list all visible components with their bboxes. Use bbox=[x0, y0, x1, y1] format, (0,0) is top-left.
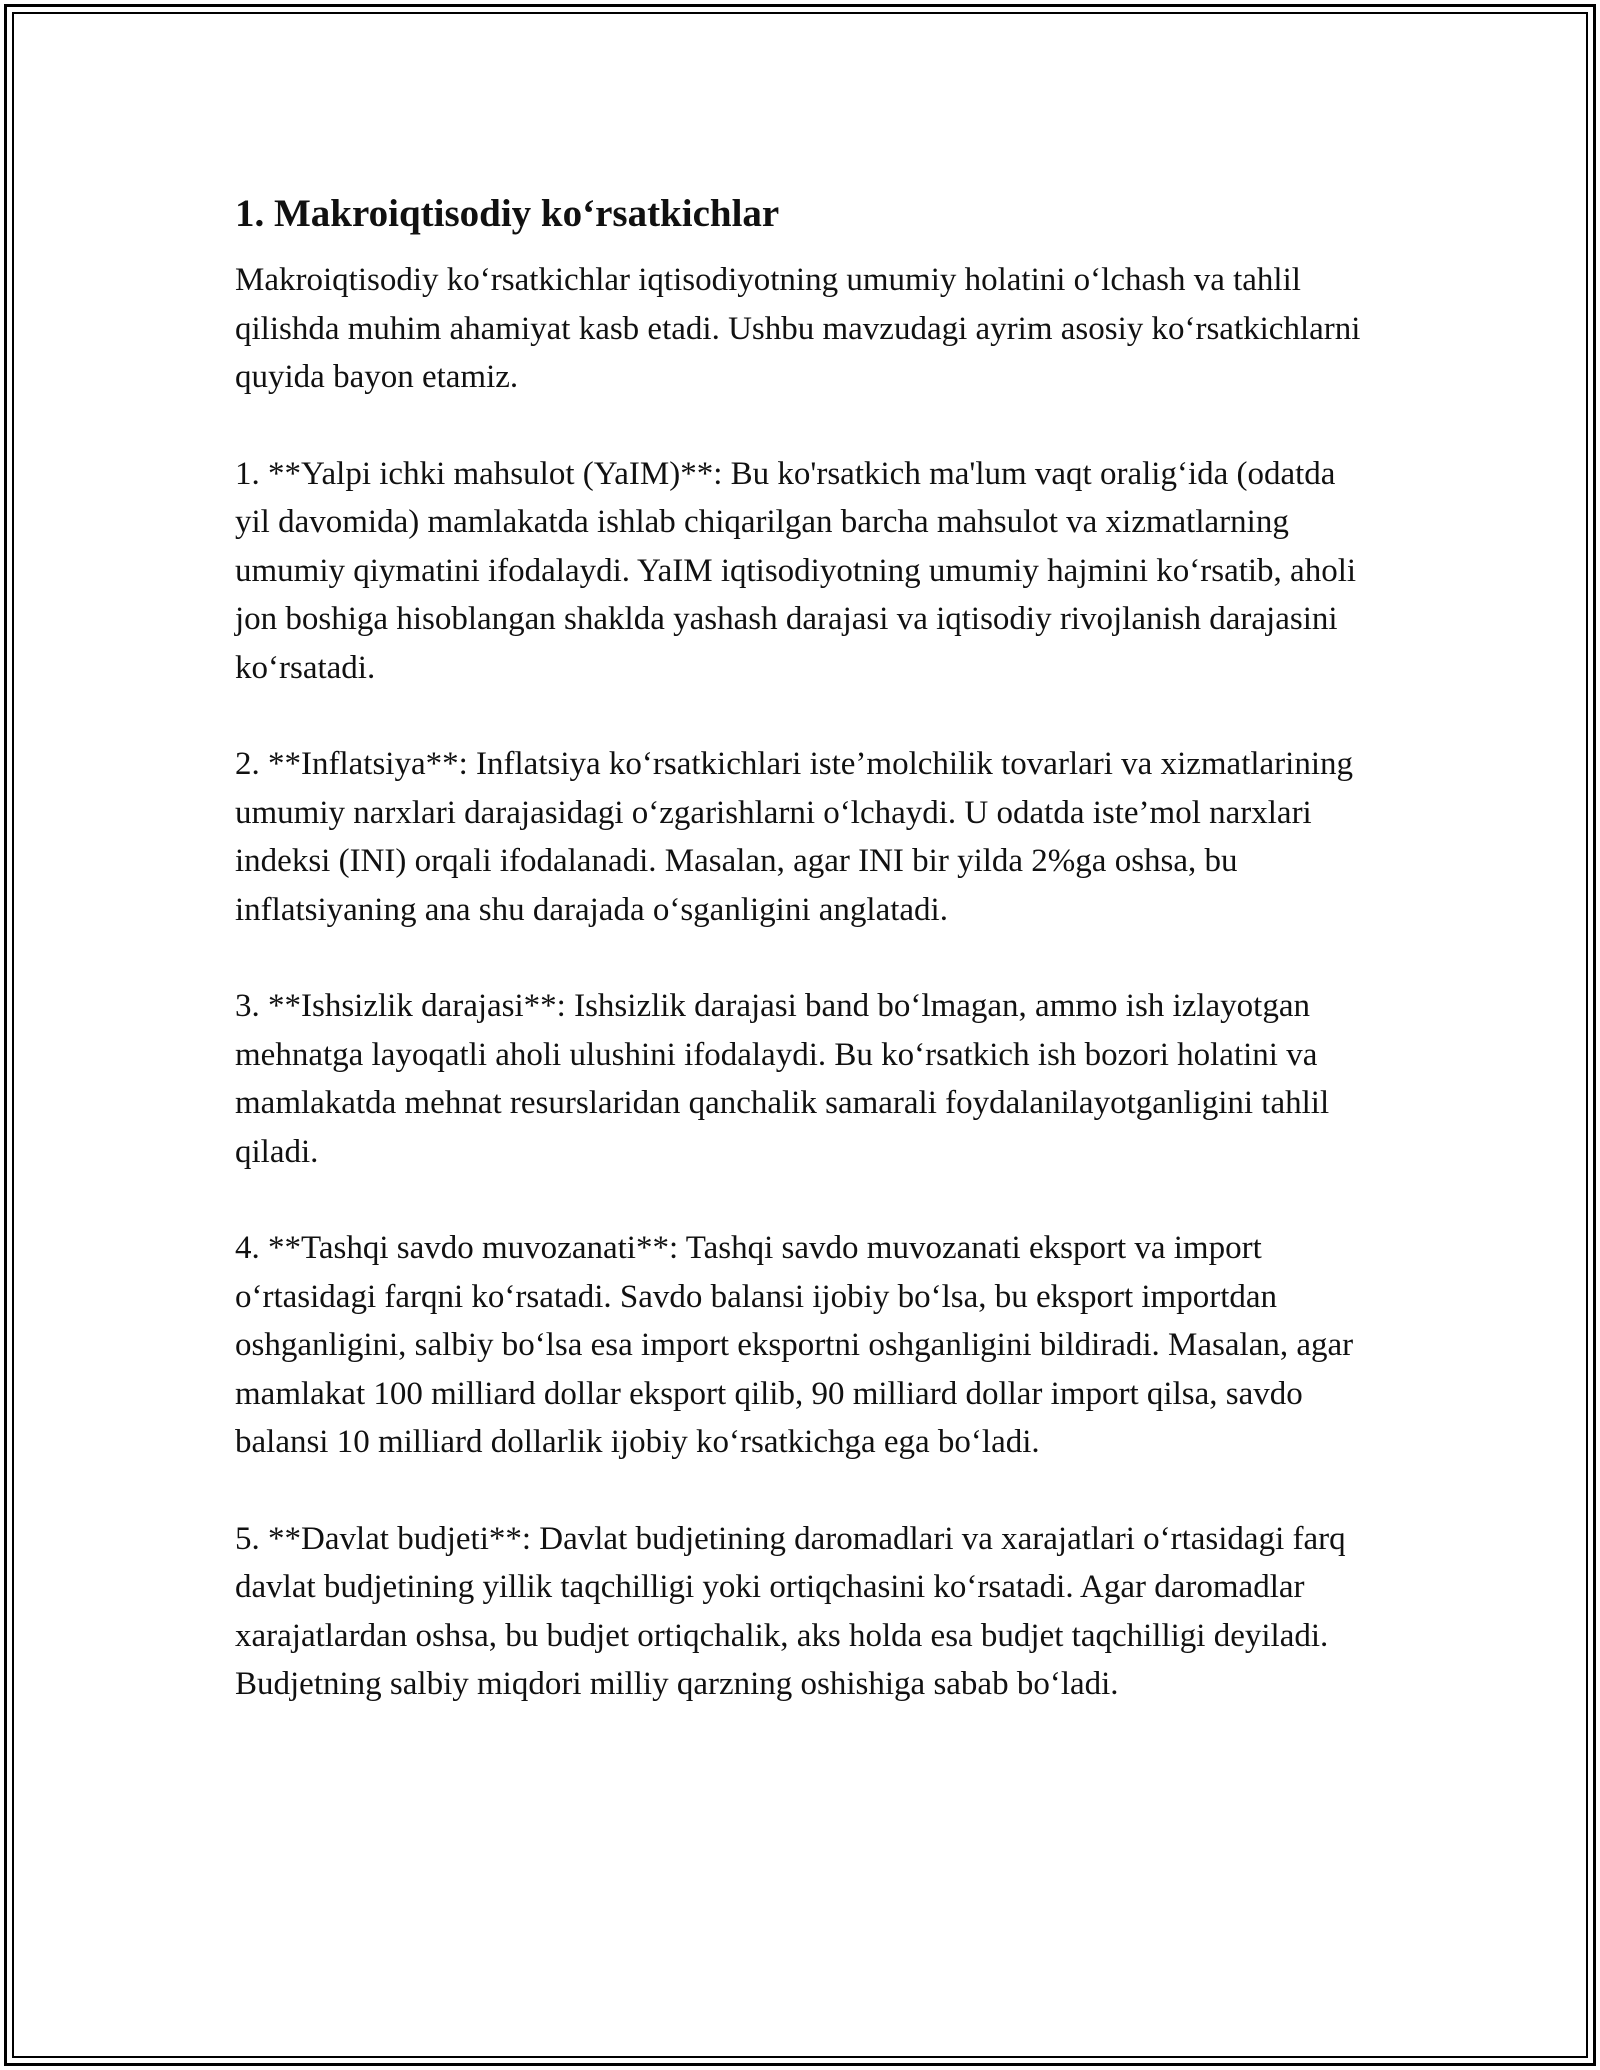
paragraph-gdp: 1. **Yalpi ichki mahsulot (YaIM)**: Bu ko'rsatkich ma'lum vaqt oralig‘ida (odatda yil davomida) mamlakatda ishlab chiqarilgan barcha mahsulot va xizmatlarning umumiy qiymatini ifodalaydi. YaIM iqtisodiyotning umumiy hajmini ko‘rsatib, aholi jon boshiga hisoblangan shaklda yashash darajasi va iqtisodiy rivojlanish darajasini ko‘rsatadi. bbox=[235, 455, 1357, 686]
paragraph-state-budget: 5. **Davlat budjeti**: Davlat budjetining daromadlari va xarajatlari o‘rtasidagi farq davlat budjetining yillik taqchilligi yoki ortiqchasini ko‘rsatadi. Agar daromadlar xarajatlardan oshsa, bu budjet ortiqchalik, aks holda esa budjet taqchilligi deyiladi. Budjetning salbiy miqdori milliy qarzning oshishiga sabab bo‘ladi. bbox=[235, 1520, 1346, 1702]
paragraph-inflation: 2. **Inflatsiya**: Inflatsiya ko‘rsatkichlari iste’molchilik tovarlari va xizmatlarining umumiy narxlari darajasidagi o‘zgarishlarni o‘lchaydi. U odatda iste’mol narxlari indeksi (INI) orqali ifodalanadi. Masalan, agar INI bir yilda 2%ga oshsa, bu inflatsiyaning ana shu darajada o‘sganligini anglatadi. bbox=[235, 746, 1354, 928]
paragraph-unemployment: 3. **Ishsizlik darajasi**: Ishsizlik darajasi band bo‘lmagan, ammo ish izlayotgan mehnatga layoqatli aholi ulushini ifodalaydi. Bu ko‘rsatkich ish bozori holatini va mamlakatda mehnat resurslaridan qanchalik samarali foydalanilayotganligini tahlil qiladi. bbox=[235, 988, 1330, 1170]
paragraph-trade-balance: 4. **Tashqi savdo muvozanati**: Tashqi savdo muvozanati eksport va import o‘rtasidagi farqni ko‘rsatadi. Savdo balansi ijobiy bo‘lsa, bu eksport importdan oshganligini, salbiy bo‘lsa esa import eksportni oshganligini bildiradi. Masalan, agar mamlakat 100 milliard dollar eksport qilib, 90 milliard dollar import qilsa, savdo balansi 10 milliard dollarlik ijobiy ko‘rsatkichga ega bo‘ladi. bbox=[235, 1230, 1354, 1460]
document-body bbox=[235, 186, 1375, 1757]
section-title: 1. Makroiqtisodiy ko‘rsatkichlar bbox=[235, 192, 780, 235]
intro-paragraph: Makroiqtisodiy ko‘rsatkichlar iqtisodiyotning umumiy holatini o‘lchash va tahlil qilishda muhim ahamiyat kasb etadi. Ushbu mavzudagi ayrim asosiy ko‘rsatkichlarni quyida bayon etamiz. bbox=[235, 262, 1361, 395]
